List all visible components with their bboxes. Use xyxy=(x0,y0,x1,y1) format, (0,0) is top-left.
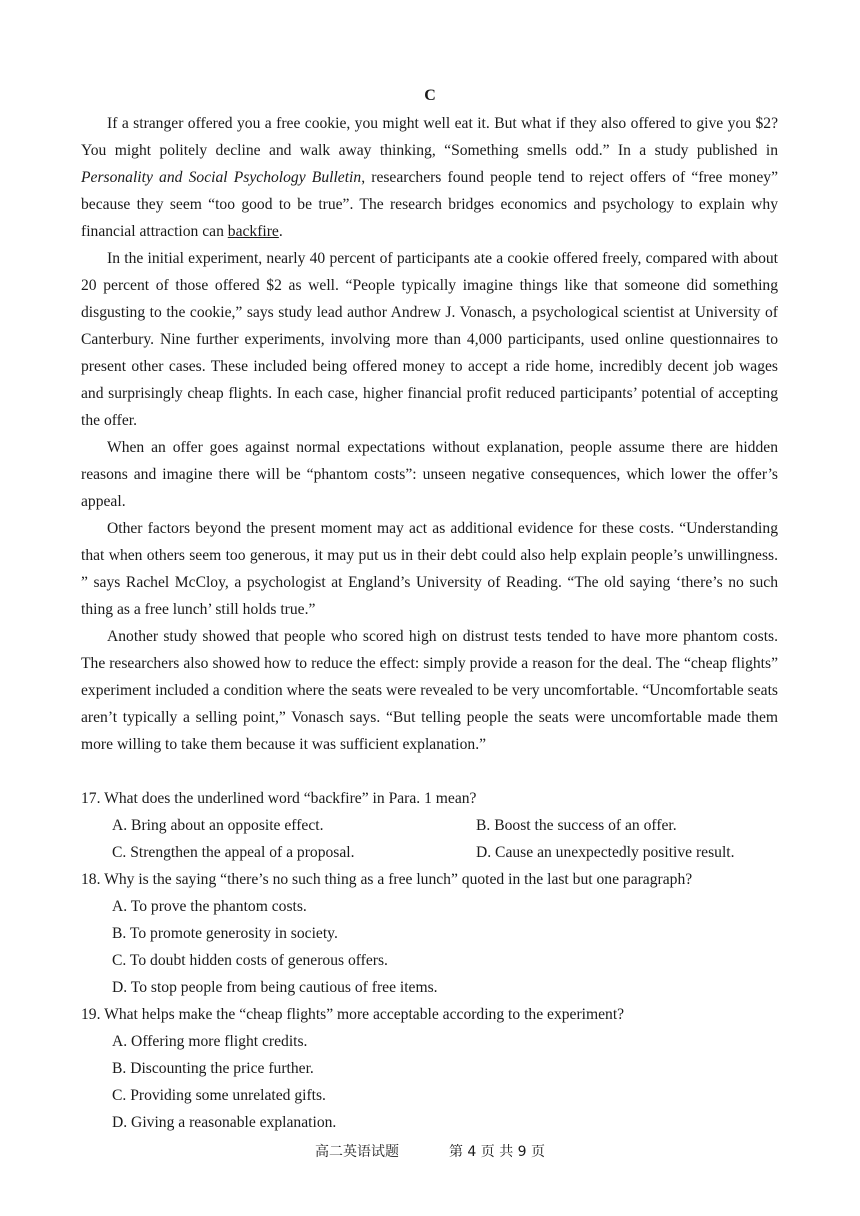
question-19-stem: 19. What helps make the “cheap flights” more acceptable according to the experiment? xyxy=(81,1006,625,1023)
question-17-stem: 17. What does the underlined word “backfire” in Para. 1 mean? xyxy=(81,790,477,807)
question-19-option-c: C. Providing some unrelated gifts. xyxy=(112,1087,326,1104)
paragraph-1-text-a: If a stranger offered you a free cookie, you might well eat it. But what if they also offered to give you $2? You might politely decline and walk away thinking, “Something smells odd.” In a study published in xyxy=(81,115,778,159)
paragraph-2: In the initial experiment, nearly 40 percent of participants ate a cookie offered freely, compared with about 20 percent of those offered $2 as well. “People typically imagine things like that someone did something disgusting to the cookie,” says study lead author Andrew J. Vonasch, a psychological scientist at University of Canterbury. Nine further experiments, involving more than 4,000 participants, used online questionnaires to present other cases. These included being offered money to accept a ride home, incredibly decent job wages and surprisingly cheap flights. In each case, higher financial profit reduced participants’ potential of accepting the offer. xyxy=(81,250,778,429)
paragraph-4: Other factors beyond the present moment may act as additional evidence for these costs. “Understanding that when others seem too generous, it may put us in their debt could also help explain people’s unwillingness. ” says Rachel McCloy, a psychologist at England’s University of Reading. “The old saying ‘there’s no such thing as a free lunch’ still holds true.” xyxy=(81,520,778,618)
section-heading: C xyxy=(424,87,436,104)
underlined-word: backfire xyxy=(227,223,279,240)
question-17-options-row-1 xyxy=(81,812,781,839)
journal-title: Personality and Social Psychology Bulletin xyxy=(81,169,362,186)
reading-passage xyxy=(81,110,778,758)
question-19-option-b: B. Discounting the price further. xyxy=(112,1060,314,1077)
question-19-option-a: A. Offering more flight credits. xyxy=(112,1033,308,1050)
paragraph-3: When an offer goes against normal expectations without explanation, people assume there are hidden reasons and imagine there will be “phantom costs”: unseen negative consequences, which lower the offer’s appeal. xyxy=(81,439,778,510)
question-18-option-d: D. To stop people from being cautious of free items. xyxy=(112,979,438,996)
question-list xyxy=(81,785,781,1136)
question-17-option-a: A. Bring about an opposite effect. xyxy=(112,817,324,834)
question-19-option-d: D. Giving a reasonable explanation. xyxy=(112,1114,337,1131)
question-17-option-b: B. Boost the success of an offer. xyxy=(476,817,677,834)
footer-page-number: 第 4 页 共 9 页 xyxy=(448,1144,546,1160)
paragraph-1-text-c: . xyxy=(278,223,283,240)
question-17-option-c: C. Strengthen the appeal of a proposal. xyxy=(112,844,355,861)
paragraph-1-text-b: , researchers found people tend to reject offers of “free money” because they seem “too good to be true”. The research bridges economics and psychology to explain why financial attraction can xyxy=(81,169,778,240)
question-18-option-b: B. To promote generosity in society. xyxy=(112,925,338,942)
question-18-option-a: A. To prove the phantom costs. xyxy=(112,898,307,915)
question-18-option-c: C. To doubt hidden costs of generous offers. xyxy=(112,952,388,969)
paragraph-5: Another study showed that people who scored high on distrust tests tended to have more phantom costs. The researchers also showed how to reduce the effect: simply provide a reason for the deal. The “cheap flights” experiment included a condition where the seats were revealed to be very uncomfortable. “Uncomfortable seats aren’t typically a selling point,” Vonasch says. “But telling people the seats were uncomfortable made them more willing to take them because it was sufficient explanation.” xyxy=(81,628,778,753)
page-footer xyxy=(0,1142,860,1162)
question-17-options-row-2 xyxy=(81,839,781,866)
question-17-option-d: D. Cause an unexpectedly positive result. xyxy=(476,844,735,861)
question-18-stem: 18. Why is the saying “there’s no such thing as a free lunch” quoted in the last but one paragraph? xyxy=(81,871,693,888)
paragraph-1 xyxy=(81,110,778,245)
footer-subject: 高二英语试题 xyxy=(314,1144,399,1160)
